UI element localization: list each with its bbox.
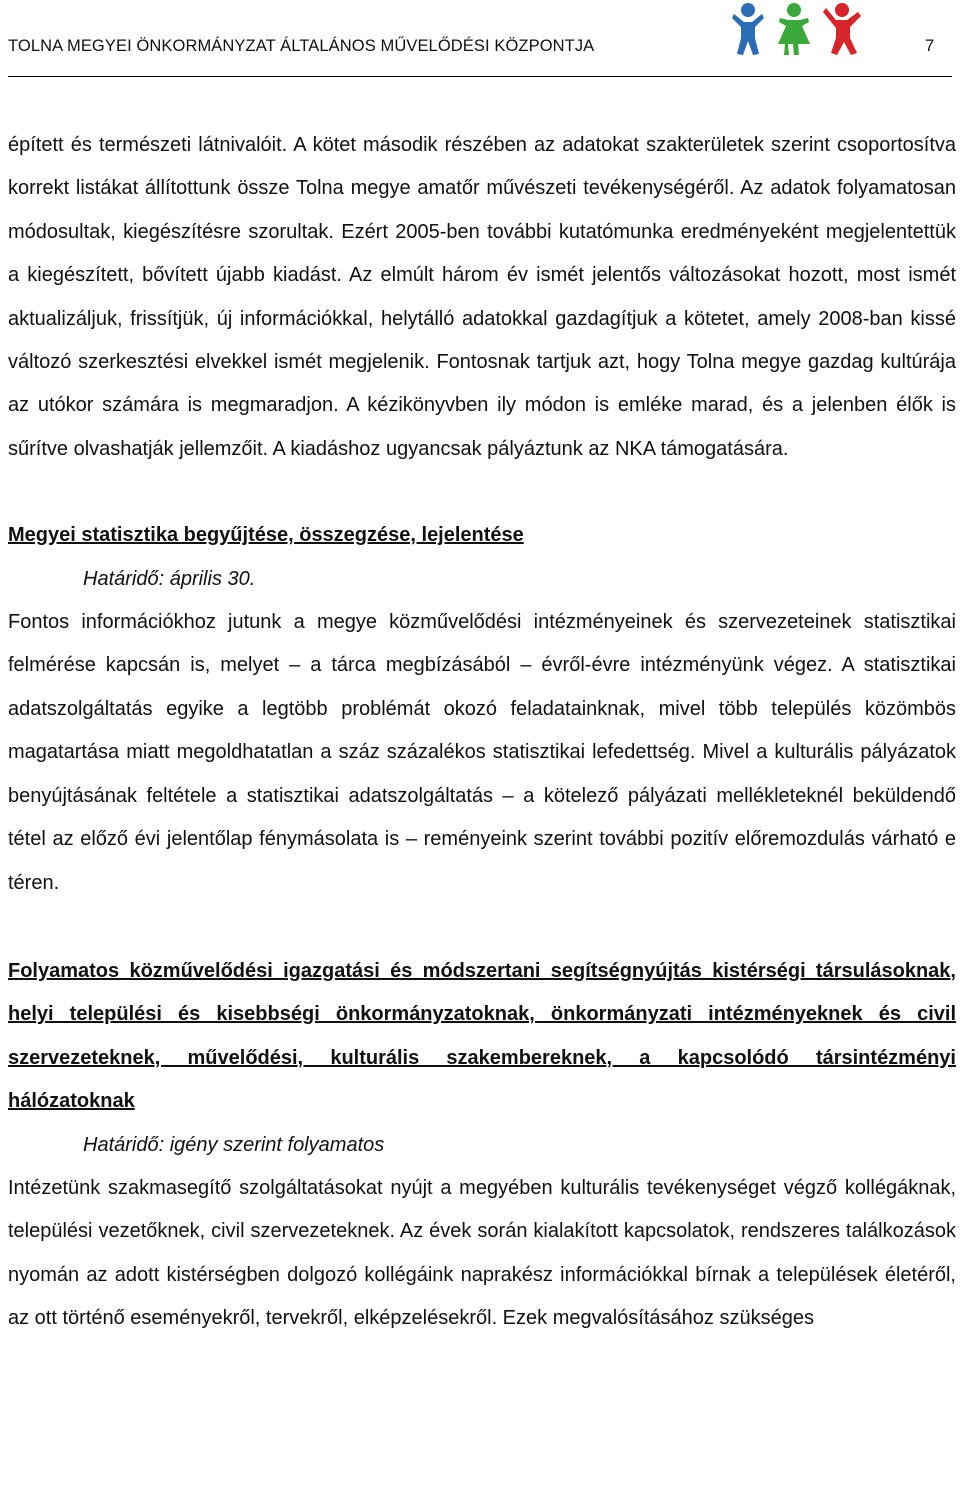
deadline-assistance: Határidő: igény szerint folyamatos [83,1133,385,1156]
spacer [8,905,956,950]
children-figures-logo-icon [726,0,864,60]
spacer [8,471,956,514]
document-body [8,124,956,1341]
assistance-paragraph: Intézetünk szakmasegítő szolgáltatásokat nyújt a megyében kulturális tevékenységet végző kollégáknak, települési vezetőknek, civil szervezeteknek. Az évek során kialakított kapcsolatok, rendszeres találkozások nyomán az adott kistérségben dolgozó kollégáink naprakész információkkal bírnak a települések életéről, az ott történő eseményekről, tervekről, elképzelésekről. Ezek megvalósításához szükséges [8,1176,956,1330]
intro-paragraph: épített és természeti látnivalóit. A kötet második részében az adatokat szakterületek szerint csoportosítva korrekt listákat állítottunk össze Tolna megye amatőr művészeti tevékenységéről. Az adatok folyamatosan módosultak, kiegészítésre szorultak. Ezért 2005-ben további kutatómunka eredményeként megjelentettük a kiegészített, bővített újabb kiadást. Az elmúlt három év ismét jelentős változásokat hozott, most ismét aktualizáljuk, frissítjük, új információkkal, helytálló adatokkal gazdagítjuk a kötetet, amely 2008-ban kissé változó szerkesztési elvekkel ismét megjelenik. Fontosnak tartjuk azt, hogy Tolna megye gazdag kultúrája az utókor számára is megmaradjon. A kézikönyvben ily módon is emléke marad, és a jelenben élők is sűrítve olvashatják jellemzőit. A kiadáshoz ugyancsak pályáztunk az NKA támogatására. [8,134,956,460]
header-rule [8,76,952,77]
red-child-figure [823,3,861,55]
section-heading-assistance: Folyamatos közművelődési igazgatási és módszertani segítségnyújtás kistérségi társulásoknak, helyi települési és kisebbségi önkormányzatoknak, önkormányzati intézményeknek és civil szervezeteknek, művelődési, kulturális szakembereknek, a kapcsolódó társintézményi hálózatoknak [8,959,956,1113]
blue-child-figure [732,3,764,55]
section-heading-statistics: Megyei statisztika begyűjtése, összegzése, lejelentése [8,524,524,547]
page-number: 7 [925,37,935,55]
statistics-paragraph: Fontos információkhoz jutunk a megye közművelődési intézményeinek és szervezeteinek statisztikai felmérése kapcsán is, melyet – a tárca megbízásából – évről-évre intézményünk végez. A statisztikai adatszolgáltatás egyike a legtöbb problémát okozó feladatainknak, mivel több település közömbös magatartása miatt megoldhatatlan a száz százalékos statisztikai lefedettség. Mivel a kulturális pályázatok benyújtásának feltétele a statisztikai adatszolgáltatás – a kötelező pályázati mellékleteknél beküldendő tétel az előző évi jelentőlap fénymásolata is – reményeink szerint további pozitív előremozdulás várható e téren. [8,611,956,894]
green-child-figure [778,3,810,55]
deadline-statistics: Határidő: április 30. [83,567,256,590]
header-title: TOLNA MEGYEI ÖNKORMÁNYZAT ÁLTALÁNOS MŰVELŐDÉSI KÖZPONTJA [8,37,595,55]
page-header [0,0,960,78]
